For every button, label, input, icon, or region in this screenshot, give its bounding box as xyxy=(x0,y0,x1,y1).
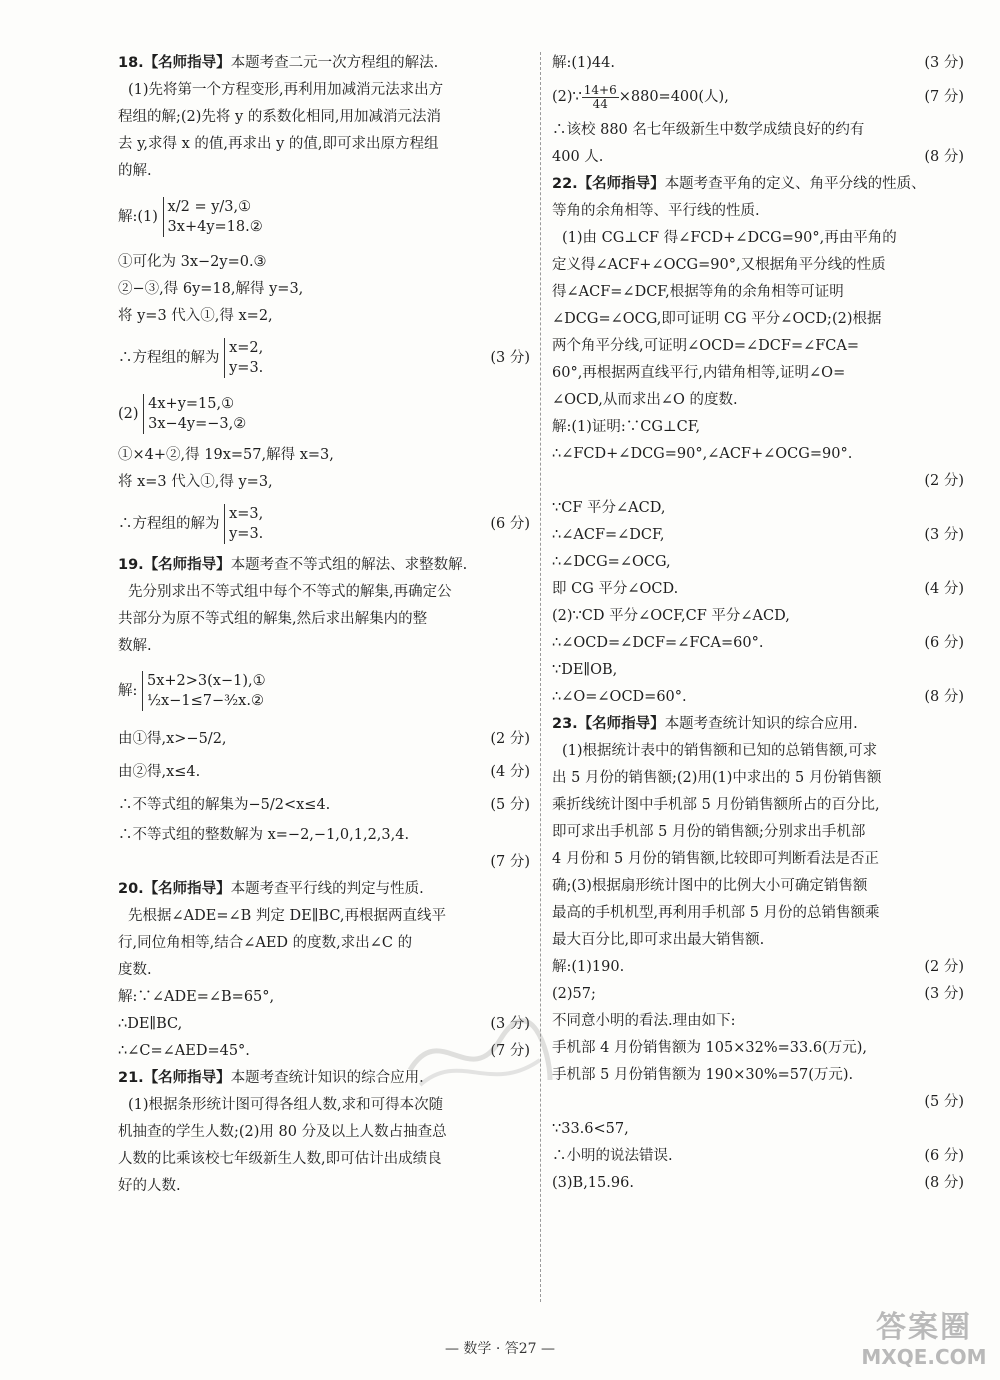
q18-step: ①×4+②,得 19x=57,解得 x=3, xyxy=(118,447,334,463)
q19-guide-line: 数解. xyxy=(118,638,152,654)
score: (2 分) xyxy=(924,959,964,975)
q20-guide-line: 先根据∠ADE=∠B 判定 DE∥BC,再根据两直线平 xyxy=(128,908,447,924)
q23-guide-line: 最大百分比,即可求出最大销售额. xyxy=(552,932,765,948)
q18-answer-1: ∴方程组的解为 x=2, y=3. (3 分) xyxy=(118,330,530,386)
q20-guide-line: 度数. xyxy=(118,962,152,978)
q18-step: 将 x=3 代入①,得 y=3, xyxy=(118,474,273,490)
q21-guide-line: 机抽查的学生人数;(2)用 80 分及以上人数占抽查总 xyxy=(118,1124,447,1140)
score: (3 分) xyxy=(924,55,964,71)
logo-text: 答案圈 xyxy=(876,1310,972,1345)
score: (3 分) xyxy=(490,350,530,366)
q23-guide-line: (1)根据统计表中的销售额和已知的总销售额,可求 xyxy=(562,743,878,759)
column-divider xyxy=(540,52,541,1302)
inequality-system: 5x+2>3(x−1),① ½x−1≤7−³⁄₂x.② xyxy=(142,671,266,711)
q20-guide-line: 行,同位角相等,结合∠AED 的度数,求出∠C 的 xyxy=(118,935,413,951)
q23-step: 不同意小明的看法.理由如下: xyxy=(552,1013,736,1029)
q19-step: 由②得,x≤4. (4 分) xyxy=(118,756,530,788)
q20-step: ∴∠C=∠AED=45°. (7 分) xyxy=(118,1038,530,1065)
q23-guide-line: 确;(3)根据扇形统计图中的比例大小可确定销售额 xyxy=(552,878,868,894)
q22-step: 即 CG 平分∠OCD. (4 分) xyxy=(552,576,964,603)
q22-step: ∵DE∥OB, xyxy=(552,662,618,678)
q19-inequality-system: 解: 5x+2>3(x−1),① ½x−1≤7−³⁄₂x.② xyxy=(118,673,266,709)
page-footer: — 数学 · 答27 — xyxy=(444,1341,556,1357)
q22-heading: 22.【名师指导】本题考查平角的定义、角平分线的性质、 xyxy=(552,176,926,192)
q19-guide-line: 共部分为原不等式组的解集,然后求出解集内的整 xyxy=(118,611,428,627)
solution-system: x=2, y=3. xyxy=(224,338,263,378)
q23-step: 解:(1)190. (2 分) xyxy=(552,954,964,981)
score: (3 分) xyxy=(924,986,964,1002)
q19-step: ∴不等式组的解集为−5/2<x≤4. (5 分) xyxy=(118,788,530,822)
q18-guide-line: 程组的解;(2)先将 y 的系数化相同,用加减消元法消 xyxy=(118,109,441,125)
q21-guide-line: 人数的比乘该校七年级新生人数,即可估计出成绩良 xyxy=(118,1151,442,1167)
q20-step: 解:∵∠ADE=∠B=65°, xyxy=(118,989,275,1005)
score: (8 分) xyxy=(924,1175,964,1191)
score: (2 分) xyxy=(924,473,964,489)
logo-url: MXQE.COM xyxy=(861,1345,987,1369)
q23-step: (3)B,15.96. (8 分) xyxy=(552,1170,964,1197)
q21-step: 解:(1)44. (3 分) xyxy=(552,50,964,77)
q23-step: ∵33.6<57, xyxy=(552,1121,629,1137)
q18-system-2: (2) 4x+y=15,① 3x−4y=−3,② xyxy=(118,396,247,432)
q18-guide-line: (1)先将第一个方程变形,再利用加减消元法求出方 xyxy=(128,82,444,98)
q19-score-line xyxy=(118,849,530,876)
score: (7 分) xyxy=(490,1043,530,1059)
q22-guide-line: 定义得∠ACF+∠OCG=90°,又根据角平分线的性质 xyxy=(552,257,886,273)
q23-guide-line: 最高的手机机型,再利用手机部 5 月份的总销售额乘 xyxy=(552,905,880,921)
score: (7 分) xyxy=(490,854,530,870)
q23-step: 手机部 4 月份销售额为 105×32%=33.6(万元), xyxy=(552,1040,867,1056)
q23-guide-line: 乘折线统计图中手机部 5 月份销售额所占的百分比, xyxy=(552,797,880,813)
q18-heading: 18.【名师指导】本题考查二元一次方程组的解法. xyxy=(118,55,439,71)
q19-heading: 19.【名师指导】本题考查不等式组的解法、求整数解. xyxy=(118,557,468,573)
q18-system-1: 解:(1) x/2 = y/3,① 3x+4y=18.② xyxy=(118,199,263,235)
q19-guide-line: 先分别求出不等式组中每个不等式的解集,再确定公 xyxy=(128,584,452,600)
q22-guide-line: ∠DCG=∠OCG,即可证明 CG 平分∠OCD;(2)根据 xyxy=(552,311,882,327)
q22-score-line xyxy=(552,468,964,495)
q22-guide-line: ∠OCD,从而求出∠O 的度数. xyxy=(552,392,738,408)
q22-step: ∴∠OCD=∠DCF=∠FCA=60°. (6 分) xyxy=(552,630,964,657)
stamp-mark xyxy=(400,1010,560,1100)
q22-step: (2)∵CD 平分∠OCF,CF 平分∠ACD, xyxy=(552,608,790,624)
q21-step: ∴该校 880 名七年级新生中数学成绩良好的约有 xyxy=(552,122,865,138)
q18-step: 将 y=3 代入①,得 x=2, xyxy=(118,308,273,324)
right-column xyxy=(552,50,964,1197)
q23-score-line xyxy=(552,1089,964,1116)
q21-step: (2)∵ $\frac{14+6}{44}$ ×880=400(人), (7 分) xyxy=(552,77,964,117)
q22-guide-line: (1)由 CG⊥CF 得∠FCD+∠DCG=90°,再由平角的 xyxy=(562,230,897,246)
q18-answer-2: ∴方程组的解为 x=3, y=3. (6 分) xyxy=(118,496,530,552)
equation-system: 4x+y=15,① 3x−4y=−3,② xyxy=(143,394,246,434)
q19-step: ∴不等式组的整数解为 x=−2,−1,0,1,2,3,4. xyxy=(118,827,410,843)
q21-step: 400 人. (8 分) xyxy=(552,144,964,171)
score: (8 分) xyxy=(924,149,964,165)
q22-guide-line: 两个角平分线,可证明∠OCD=∠DCF=∠FCA= xyxy=(552,338,860,354)
q18-step: ①可化为 3x−2y=0.③ xyxy=(118,254,267,270)
score: (5 分) xyxy=(924,1094,964,1110)
q22-guide-line: 60°,再根据两直线平行,内错角相等,证明∠O= xyxy=(552,365,846,381)
q22-step: ∴∠FCD+∠DCG=90°,∠ACF+∠OCG=90°. xyxy=(552,446,853,462)
q22-step: ∵CF 平分∠ACD, xyxy=(552,500,666,516)
q19-step: 由①得,x>−5/2, (2 分) xyxy=(118,722,530,756)
score: (8 分) xyxy=(924,689,964,705)
score: (3 分) xyxy=(490,1016,530,1032)
q23-guide-line: 出 5 月份的销售额;(2)用(1)中求出的 5 月份销售额 xyxy=(552,770,882,786)
score: (4 分) xyxy=(924,581,964,597)
equation-system: x/2 = y/3,① 3x+4y=18.② xyxy=(163,197,263,237)
q23-guide-line: 即可求出手机部 5 月份的销售额;分别求出手机部 xyxy=(552,824,866,840)
q22-step: 解:(1)证明:∵CG⊥CF, xyxy=(552,419,701,435)
score: (5 分) xyxy=(490,797,530,813)
q23-guide-line: 4 月份和 5 月份的销售额,比较即可判断看法是否正 xyxy=(552,851,879,867)
q18-guide-line: 去 y,求得 x 的值,再求出 y 的值,即可求出原方程组 xyxy=(118,136,439,152)
solution-system: x=3, y=3. xyxy=(224,504,263,544)
q23-heading: 23.【名师指导】本题考查统计知识的综合应用. xyxy=(552,716,858,732)
fraction: $\frac{14+6}{44}$ xyxy=(583,82,617,111)
watermark-logo xyxy=(860,1310,988,1372)
q21-guide-line: 好的人数. xyxy=(118,1178,181,1194)
score: (2 分) xyxy=(490,731,530,747)
q22-step: ∴∠ACF=∠DCF, (3 分) xyxy=(552,522,964,549)
q22-step: ∴∠DCG=∠OCG, xyxy=(552,554,671,570)
q18-guide-line: 的解. xyxy=(118,163,152,179)
q22-step: ∴∠O=∠OCD=60°. (8 分) xyxy=(552,684,964,711)
score: (7 分) xyxy=(924,89,964,105)
q22-guide-line: 得∠ACF=∠DCF,根据等角的余角相等可证明 xyxy=(552,284,844,300)
score: (4 分) xyxy=(490,764,530,780)
q23-step: (2)57; (3 分) xyxy=(552,981,964,1008)
q21-heading: 21.【名师指导】本题考查统计知识的综合应用. xyxy=(118,1070,424,1086)
q21-guide-line: (1)根据条形统计图可得各组人数,求和可得本次随 xyxy=(128,1097,444,1113)
q20-heading: 20.【名师指导】本题考查平行线的判定与性质. xyxy=(118,881,424,897)
q23-step: ∴小明的说法错误. (6 分) xyxy=(552,1143,964,1170)
score: (3 分) xyxy=(924,527,964,543)
score: (6 分) xyxy=(490,516,530,532)
q23-step: 手机部 5 月份销售额为 190×30%=57(万元). xyxy=(552,1067,854,1083)
score: (6 分) xyxy=(924,1148,964,1164)
q20-step: ∴DE∥BC, (3 分) xyxy=(118,1011,530,1038)
q18-step: ②−③,得 6y=18,解得 y=3, xyxy=(118,281,304,297)
q22-guide-line: 等角的余角相等、平行线的性质. xyxy=(552,203,760,219)
score: (6 分) xyxy=(924,635,964,651)
